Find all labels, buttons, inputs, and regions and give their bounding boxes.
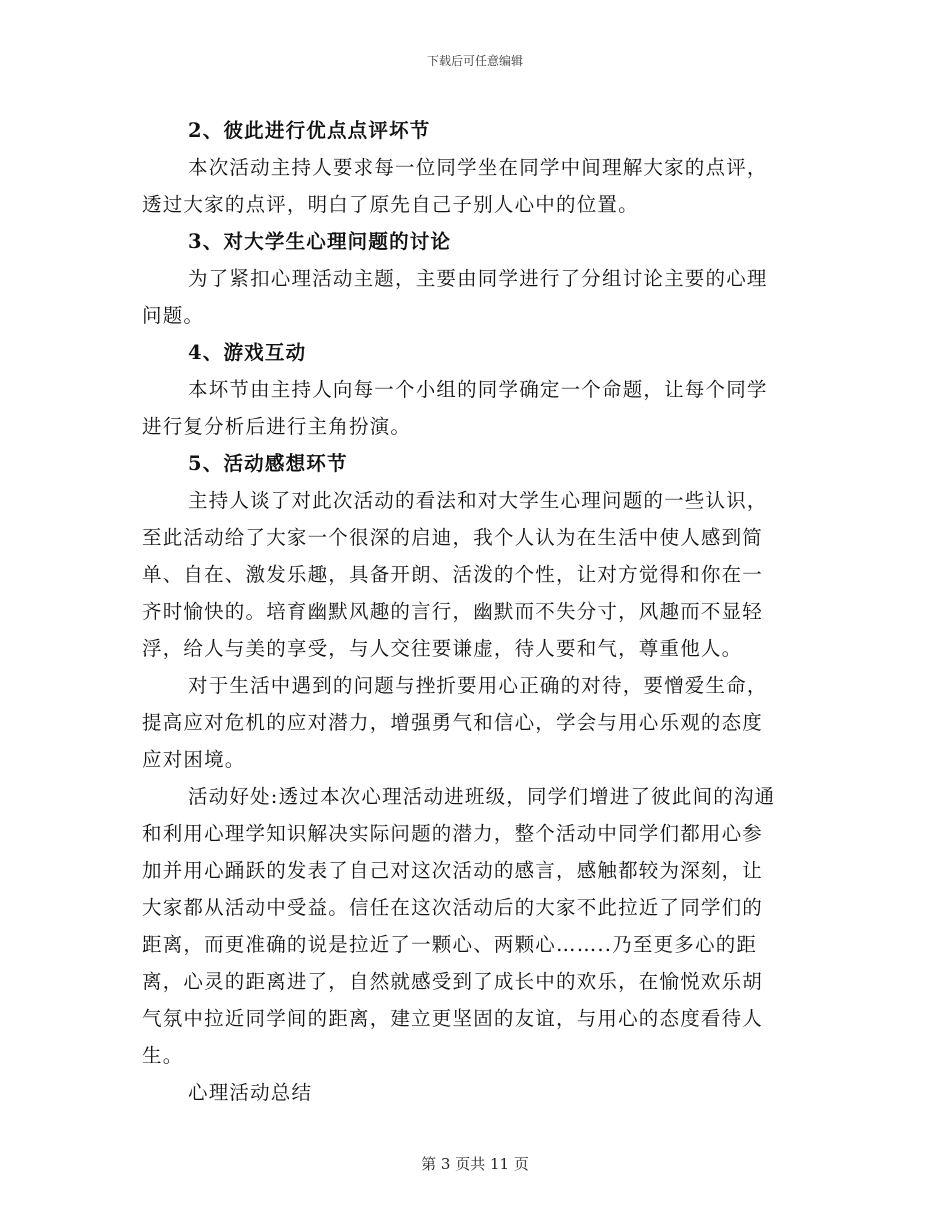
paragraph-line: 进行复分析后进行主角扮演。	[142, 415, 412, 438]
paragraph-line: 应对困境。	[142, 748, 246, 771]
paragraph-line: 离，心灵的距离进了，自然就感受到了成长中的欢乐，在愉悦欢乐胡	[142, 970, 764, 993]
paragraph-line: 加并用心踊跃的发表了自己对这次活动的感言，感触都较为深刻，让	[142, 859, 764, 882]
section-heading: 3、对大学生心理问题的讨论	[188, 230, 452, 253]
paragraph-line: 本坏节由主持人向每一个小组的同学确定一个命题，让每个同学	[188, 378, 768, 401]
paragraph-line: 生。	[142, 1044, 184, 1067]
paragraph-line: 齐时愉快的。培育幽默风趣的言行，幽默而不失分寸，风趣而不显轻	[142, 600, 764, 623]
paragraph-line: 和利用心理学知识解决实际问题的潜力，整个活动中同学们都用心参	[142, 822, 764, 845]
paragraph-line: 距离，而更准确的说是拉近了一颗心、两颗心……..乃至更多心的距	[142, 933, 758, 956]
paragraph-line: 大家都从活动中受益。信任在这次活动后的大家不此拉近了同学们的	[142, 896, 764, 919]
section-heading: 5、活动感想环节	[188, 452, 348, 475]
page-header: 下载后可任意编辑	[426, 54, 523, 68]
paragraph-line: 单、自在、激发乐趣，具备开朗、活泼的个性，让对方觉得和你在一	[142, 563, 764, 586]
paragraph-line: 主持人谈了对此次活动的看法和对大学生心理问题的一些认识，	[188, 489, 768, 512]
paragraph-line: 为了紧扣心理活动主题，主要由同学进行了分组讨论主要的心理	[188, 267, 768, 290]
paragraph-line: 本次活动主持人要求每一位同学坐在同学中间理解大家的点评，	[188, 156, 768, 179]
paragraph-line: 问题。	[142, 304, 205, 327]
paragraph-line: 至此活动给了大家一个很深的启迪，我个人认为在生活中使人感到简	[142, 526, 764, 549]
section-heading: 4、游戏互动	[188, 341, 307, 364]
page-footer: 第 3 页共 11 页	[421, 1155, 529, 1173]
document-body	[142, 112, 814, 1111]
paragraph-line: 提高应对危机的应对潜力，增强勇气和信心，学会与用心乐观的态度	[142, 711, 764, 734]
section-heading: 2、彼此进行优点点评坏节	[188, 119, 431, 142]
paragraph-line: 心理活动总结	[188, 1081, 313, 1104]
paragraph-line: 活动好处:透过本次心理活动进班级，同学们增进了彼此间的沟通	[188, 785, 776, 808]
paragraph-line: 气氛中拉近同学间的距离，建立更坚固的友谊，与用心的态度看待人	[142, 1007, 764, 1030]
paragraph-line: 浮，给人与美的享受，与人交往要谦虚，待人要和气，尊重他人。	[142, 637, 743, 660]
paragraph-line: 透过大家的点评，明白了原先自己子别人心中的位置。	[142, 193, 639, 216]
paragraph-line: 对于生活中遇到的问题与挫折要用心正确的对待，要憎爱生命，	[188, 674, 768, 697]
